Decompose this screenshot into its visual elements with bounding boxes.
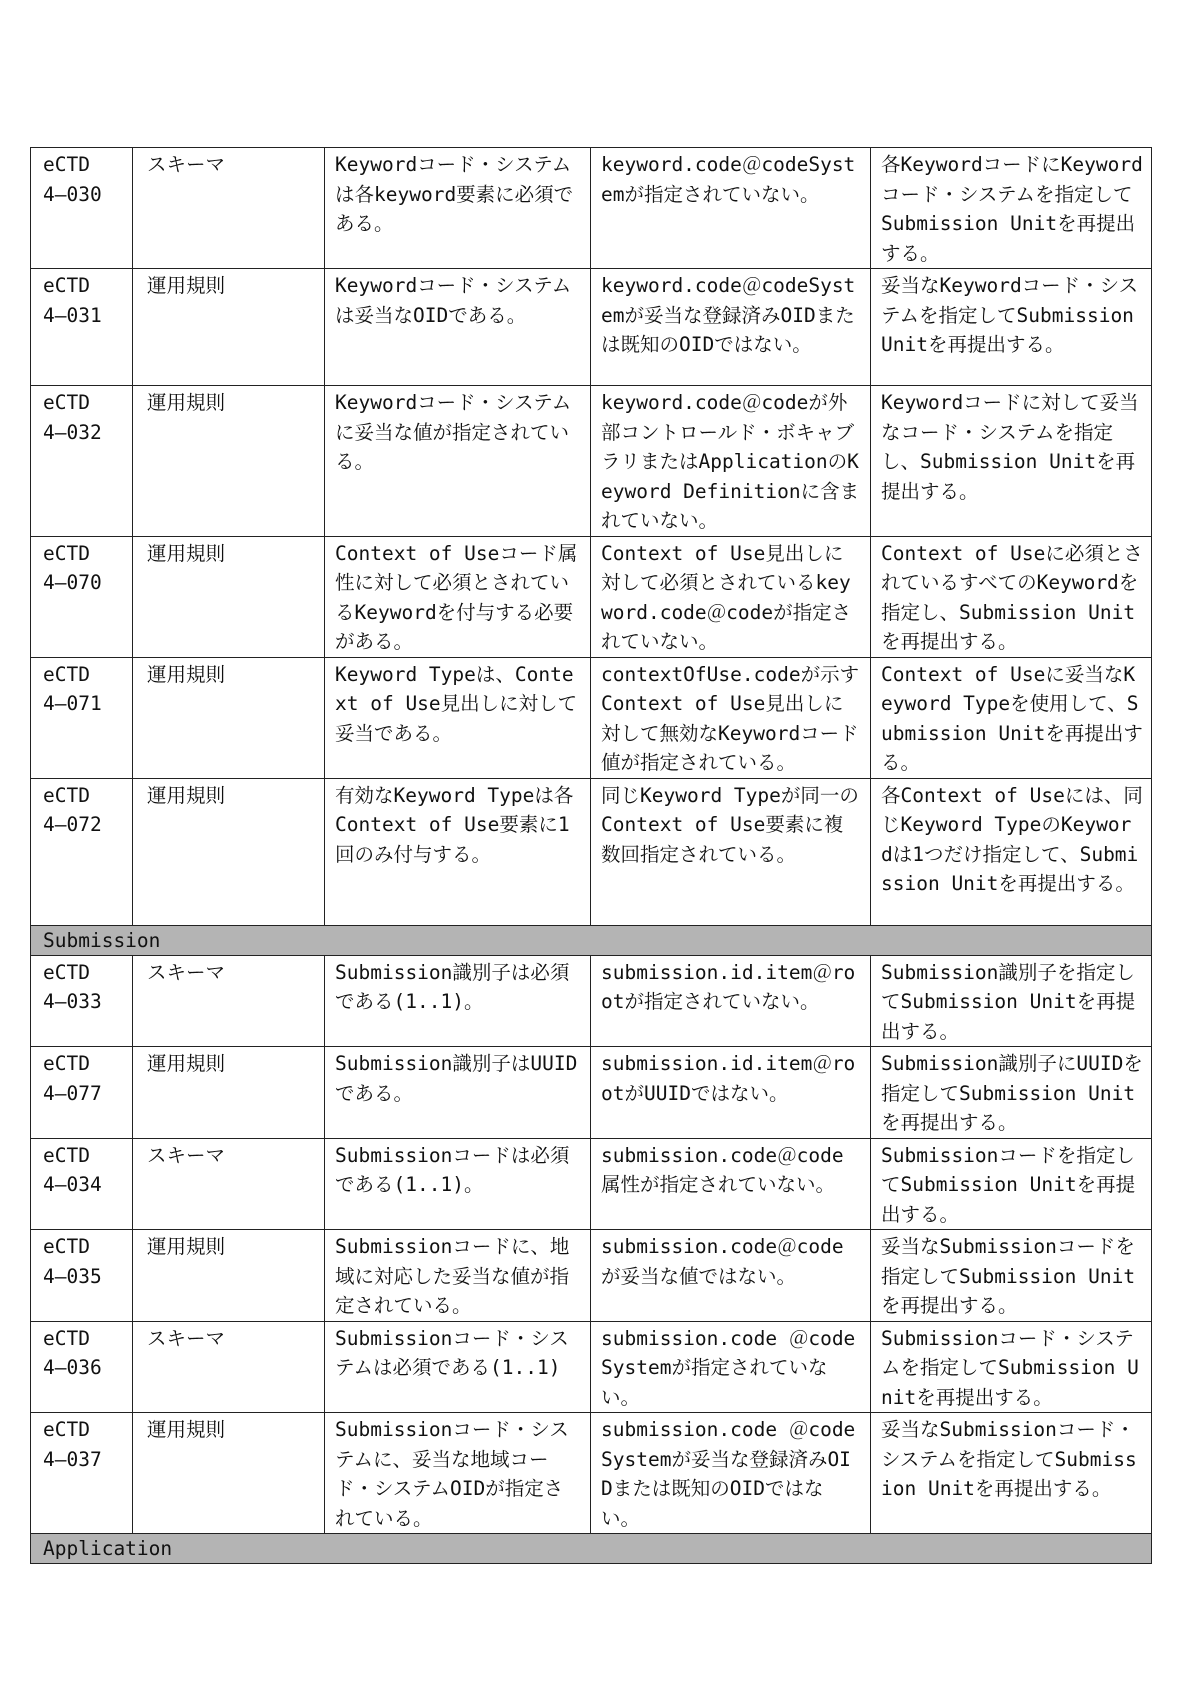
rule-type-cell: スキーマ (133, 1138, 325, 1230)
rule-type-cell: 運用規則 (133, 778, 325, 925)
section-title: Submission (31, 925, 1152, 955)
error-condition-cell: keyword.code＠codeSystemが指定されていない。 (591, 148, 871, 269)
rule-description-cell: Keyword Typeは、Context of Use見出しに対して妥当である。 (325, 657, 591, 778)
table-row (31, 1321, 1152, 1413)
corrective-action-cell: 各Context of Useには、同じKeyword TypeのKeywordは1つだけ指定して、Submission Unitを再提出する。 (871, 778, 1152, 925)
section-title: Application (31, 1534, 1152, 1564)
error-condition-cell: keyword.code＠codeSystemが妥当な登録済みOIDまたは既知のOIDではない。 (591, 269, 871, 386)
rule-type-cell: 運用規則 (133, 386, 325, 537)
rule-description-cell: Keywordコード・システムは妥当なOIDである。 (325, 269, 591, 386)
section-header-row (31, 925, 1152, 955)
rule-type-cell: 運用規則 (133, 1230, 325, 1322)
corrective-action-cell: Context of Useに妥当なKeyword Typeを使用して、Submission Unitを再提出する。 (871, 657, 1152, 778)
table-row (31, 148, 1152, 269)
validation-rules-table (30, 147, 1152, 1564)
error-condition-cell: 同じKeyword Typeが同一のContext of Use要素に複数回指定されている。 (591, 778, 871, 925)
error-condition-cell: keyword.code＠codeが外部コントロールド・ボキャブラリまたはApplicationのKeyword Definitionに含まれていない。 (591, 386, 871, 537)
rule-type-cell: スキーマ (133, 1321, 325, 1413)
rule-description-cell: Submissionコード・システムに、妥当な地域コード・システムOIDが指定されている。 (325, 1413, 591, 1534)
error-condition-cell: submission.code ＠codeSystemが指定されていない。 (591, 1321, 871, 1413)
rule-type-cell: 運用規則 (133, 657, 325, 778)
table-row (31, 955, 1152, 1047)
table-row (31, 269, 1152, 386)
table-row (31, 657, 1152, 778)
section-header-row (31, 1534, 1152, 1564)
rule-type-cell: 運用規則 (133, 1413, 325, 1534)
rule-description-cell: Submission識別子は必須である(1..1)。 (325, 955, 591, 1047)
rule-description-cell: Submission識別子はUUIDである。 (325, 1047, 591, 1139)
table-row (31, 1138, 1152, 1230)
rule-id-cell: eCTD 4—035 (31, 1230, 133, 1322)
table-row (31, 536, 1152, 657)
rule-id-cell: eCTD 4—071 (31, 657, 133, 778)
error-condition-cell: contextOfUse.codeが示すContext of Use見出しに対して無効なKeywordコード値が指定されている。 (591, 657, 871, 778)
rule-type-cell: 運用規則 (133, 269, 325, 386)
rule-type-cell: スキーマ (133, 148, 325, 269)
rule-id-cell: eCTD 4—034 (31, 1138, 133, 1230)
rule-id-cell: eCTD 4—072 (31, 778, 133, 925)
error-condition-cell: submission.code ＠codeSystemが妥当な登録済みOIDまたは既知のOIDではない。 (591, 1413, 871, 1534)
rule-id-cell: eCTD 4—037 (31, 1413, 133, 1534)
rule-description-cell: Context of Useコード属性に対して必須とされているKeywordを付与する必要がある。 (325, 536, 591, 657)
corrective-action-cell: 妥当なKeywordコード・システムを指定してSubmission Unitを再提出する。 (871, 269, 1152, 386)
corrective-action-cell: Submissionコードを指定してSubmission Unitを再提出する。 (871, 1138, 1152, 1230)
corrective-action-cell: 各KeywordコードにKeywordコード・システムを指定してSubmission Unitを再提出する。 (871, 148, 1152, 269)
corrective-action-cell: Context of Useに必須とされているすべてのKeywordを指定し、Submission Unitを再提出する。 (871, 536, 1152, 657)
table-row (31, 1230, 1152, 1322)
rule-description-cell: Keywordコード・システムは各keyword要素に必須である。 (325, 148, 591, 269)
rule-type-cell: 運用規則 (133, 536, 325, 657)
corrective-action-cell: Keywordコードに対して妥当なコード・システムを指定し、Submission Unitを再提出する。 (871, 386, 1152, 537)
table-row (31, 386, 1152, 537)
error-condition-cell: submission.id.item＠rootが指定されていない。 (591, 955, 871, 1047)
rule-description-cell: Keywordコード・システムに妥当な値が指定されている。 (325, 386, 591, 537)
rule-id-cell: eCTD 4—032 (31, 386, 133, 537)
rule-description-cell: Submissionコード・システムは必須である(1..1) (325, 1321, 591, 1413)
rule-id-cell: eCTD 4—036 (31, 1321, 133, 1413)
rule-id-cell: eCTD 4—077 (31, 1047, 133, 1139)
error-condition-cell: submission.code＠codeが妥当な値ではない。 (591, 1230, 871, 1322)
table-row (31, 778, 1152, 925)
rule-description-cell: 有効なKeyword Typeは各Context of Use要素に1回のみ付与する。 (325, 778, 591, 925)
corrective-action-cell: Submission識別子にUUIDを指定してSubmission Unitを再提出する。 (871, 1047, 1152, 1139)
error-condition-cell: submission.code＠code属性が指定されていない。 (591, 1138, 871, 1230)
corrective-action-cell: 妥当なSubmissionコード・システムを指定してSubmission Unitを再提出する。 (871, 1413, 1152, 1534)
table-row (31, 1047, 1152, 1139)
rule-id-cell: eCTD 4—033 (31, 955, 133, 1047)
corrective-action-cell: Submissionコード・システムを指定してSubmission Unitを再提出する。 (871, 1321, 1152, 1413)
rule-id-cell: eCTD 4—031 (31, 269, 133, 386)
error-condition-cell: submission.id.item＠rootがUUIDではない。 (591, 1047, 871, 1139)
table-body (31, 148, 1152, 1564)
table-row (31, 1413, 1152, 1534)
rule-id-cell: eCTD 4—030 (31, 148, 133, 269)
rule-description-cell: Submissionコードに、地域に対応した妥当な値が指定されている。 (325, 1230, 591, 1322)
corrective-action-cell: 妥当なSubmissionコードを指定してSubmission Unitを再提出する。 (871, 1230, 1152, 1322)
corrective-action-cell: Submission識別子を指定してSubmission Unitを再提出する。 (871, 955, 1152, 1047)
rule-type-cell: スキーマ (133, 955, 325, 1047)
rule-type-cell: 運用規則 (133, 1047, 325, 1139)
error-condition-cell: Context of Use見出しに対して必須とされているkeyword.code＠codeが指定されていない。 (591, 536, 871, 657)
rule-description-cell: Submissionコードは必須である(1..1)。 (325, 1138, 591, 1230)
rule-id-cell: eCTD 4—070 (31, 536, 133, 657)
